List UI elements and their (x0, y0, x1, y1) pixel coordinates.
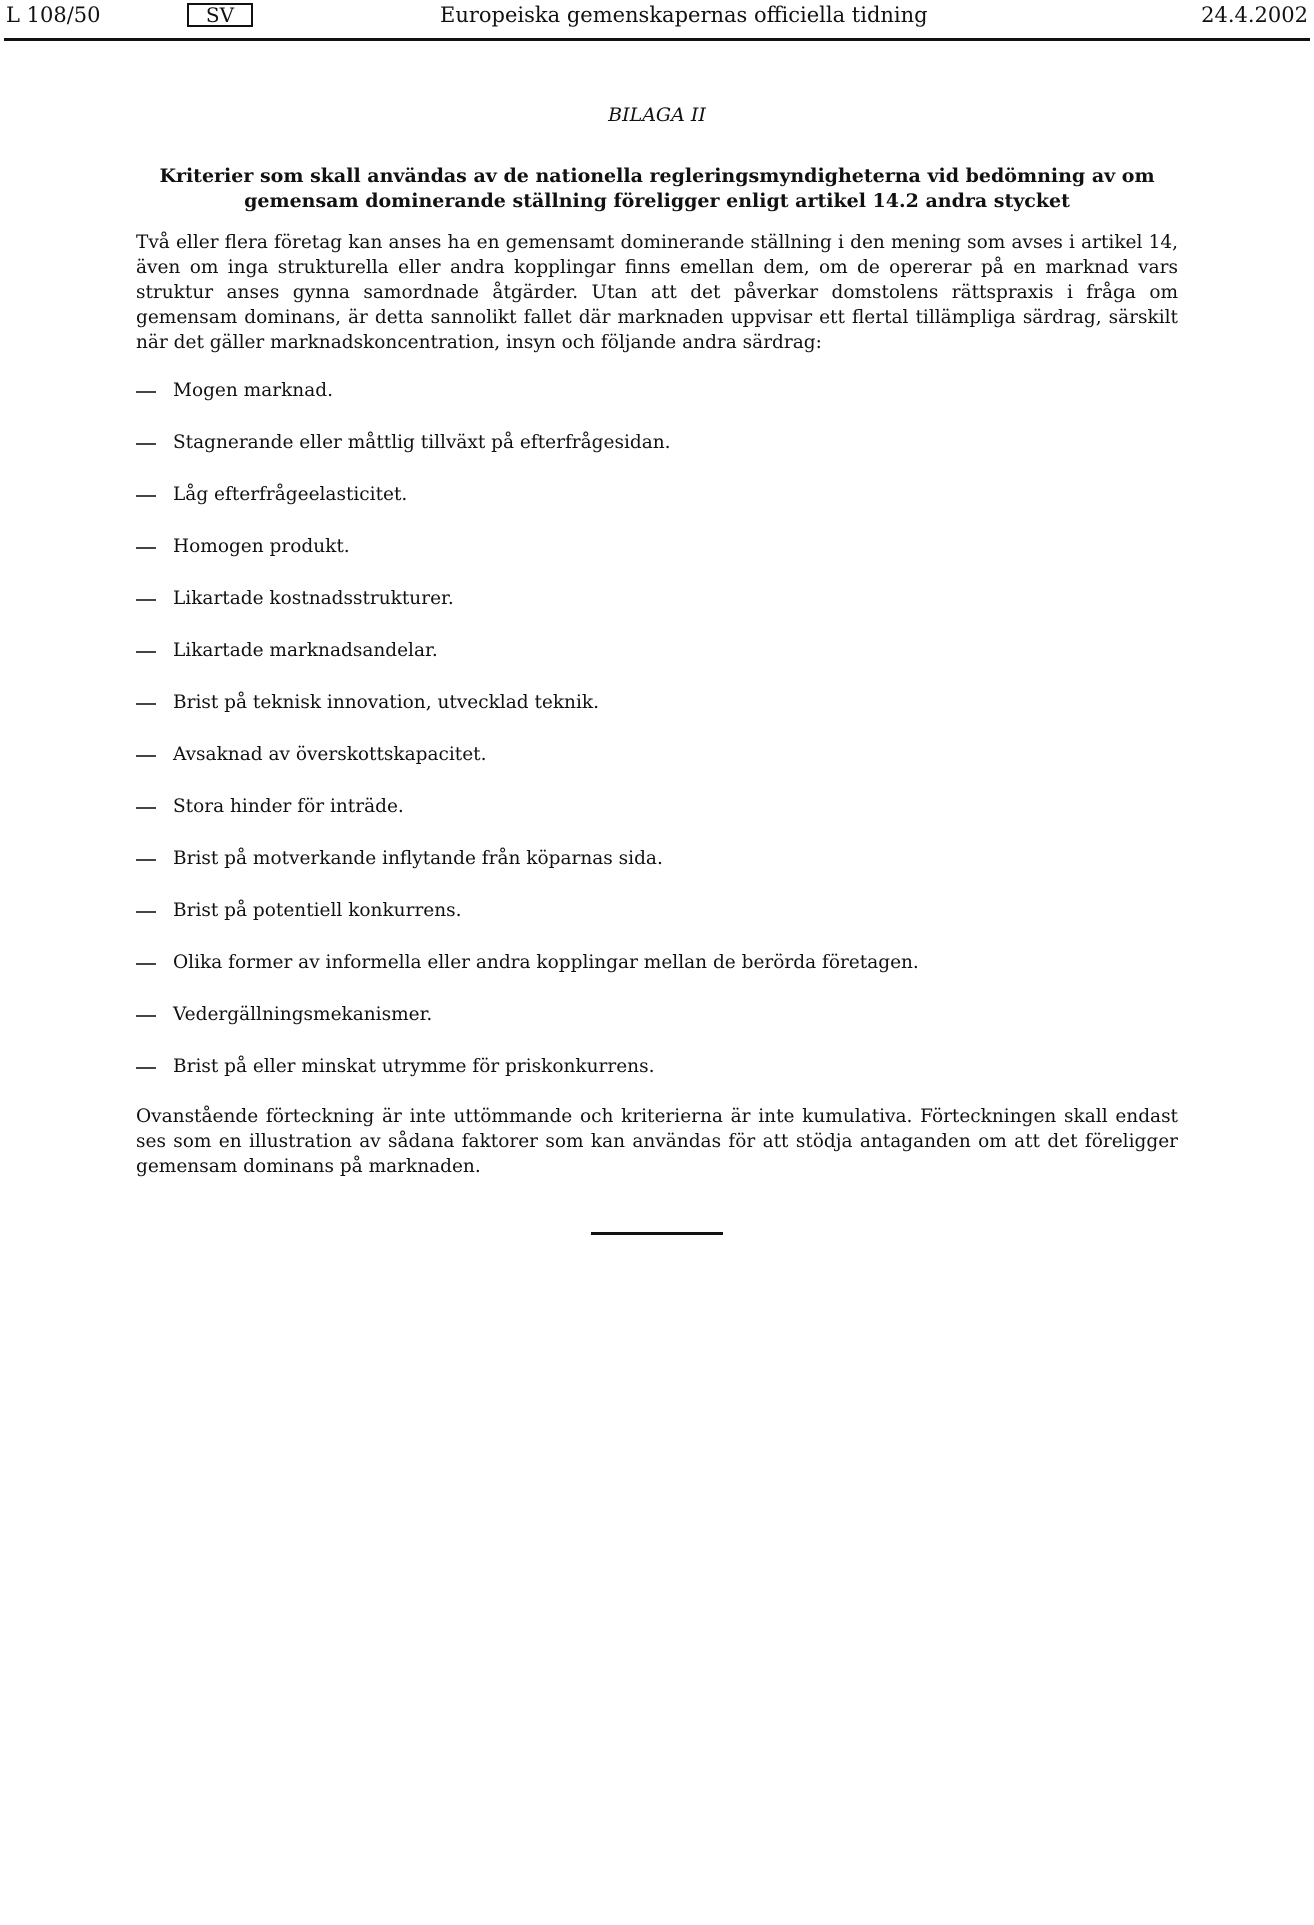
dash-bullet (136, 911, 156, 913)
page-reference: L 108/50 (6, 3, 101, 27)
annex-heading: Kriterier som skall användas av de nationella regleringsmyndigheterna vid bedömning av om gemensam dominerande ställning föreligger enligt artikel 14.2 andra stycket (159, 165, 1155, 212)
criteria-item-text: Likartade kostnadsstrukturer. (173, 588, 454, 609)
dash-bullet (136, 1015, 156, 1017)
dash-bullet (136, 807, 156, 809)
header-divider (4, 38, 1310, 41)
criteria-item-text: Likartade marknadsandelar. (173, 640, 438, 661)
criteria-item-text: Stora hinder för inträde. (173, 796, 404, 817)
dash-bullet (136, 651, 156, 653)
publication-date: 24.4.2002 (1201, 3, 1308, 27)
dash-bullet (136, 495, 156, 497)
closing-paragraph: Ovanstående förteckning är inte uttömmande och kriterierna är inte kumulativa. Förteckningen skall endast ses som en illustration av sådana faktorer som kan användas för att stödja antaganden om att det föreligger gemensam dominans på marknaden. (136, 1106, 1178, 1177)
criteria-item-text: Brist på potentiell konkurrens. (173, 900, 462, 921)
dash-bullet (136, 547, 156, 549)
dash-bullet (136, 963, 156, 965)
language-badge: SV (187, 3, 253, 27)
criteria-item-text: Brist på teknisk innovation, utvecklad teknik. (173, 692, 599, 713)
journal-title: Europeiska gemenskapernas officiella tidning (440, 3, 928, 27)
criteria-item-text: Låg efterfrågeelasticitet. (173, 484, 408, 505)
criteria-item-text: Vedergällningsmekanismer. (173, 1004, 433, 1025)
dash-bullet (136, 703, 156, 705)
page-header (0, 0, 1314, 40)
end-divider (591, 1232, 723, 1235)
criteria-item-text: Brist på motverkande inflytande från köparnas sida. (173, 848, 663, 869)
dash-bullet (136, 391, 156, 393)
criteria-item-text: Mogen marknad. (173, 380, 333, 401)
annex-label: BILAGA II (608, 104, 706, 126)
dash-bullet (136, 755, 156, 757)
dash-bullet (136, 859, 156, 861)
criteria-item-text: Stagnerande eller måttlig tillväxt på efterfrågesidan. (173, 432, 671, 453)
criteria-item-text: Homogen produkt. (173, 536, 350, 557)
dash-bullet (136, 599, 156, 601)
dash-bullet (136, 1067, 156, 1069)
criteria-item-text: Olika former av informella eller andra kopplingar mellan de berörda företagen. (173, 952, 919, 973)
criteria-item-text: Brist på eller minskat utrymme för priskonkurrens. (173, 1056, 655, 1077)
intro-paragraph: Två eller flera företag kan anses ha en gemensamt dominerande ställning i den mening som avses i artikel 14, även om inga strukturella eller andra kopplingar finns emellan dem, om de opererar på en marknad vars struktur anses gynna samordnade åtgärder. Utan att det påverkar domstolens rättspraxis i fråga om gemensam dominans, är detta sannolikt fallet där marknaden uppvisar ett flertal tillämpliga särdrag, särskilt när det gäller marknadskoncentration, insyn och följande andra särdrag: (136, 232, 1178, 353)
criteria-item-text: Avsaknad av överskottskapacitet. (173, 744, 487, 765)
dash-bullet (136, 443, 156, 445)
